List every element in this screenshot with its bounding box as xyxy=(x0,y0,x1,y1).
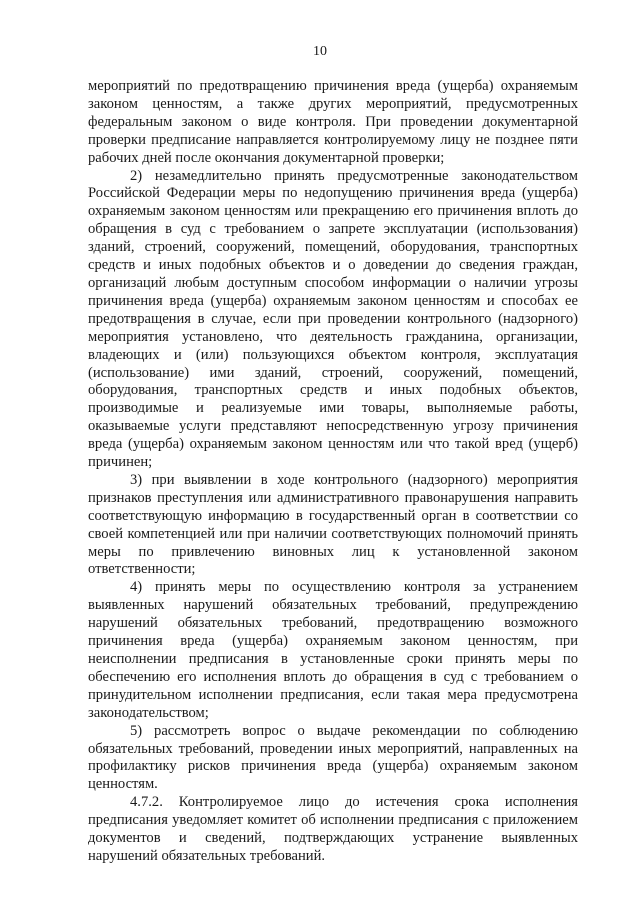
paragraph-item-3: 3) при выявлении в ходе контрольного (надзорного) мероприятия признаков преступления или административного правонарушения направить соответствующую информацию в государственный орган в соответствии со своей компетенцией или при наличии соответствующих полномочий принять меры по привлечению виновных лиц к установленной законом ответственности; xyxy=(88,471,578,578)
page-number: 10 xyxy=(313,44,327,59)
paragraph-item-5: 5) рассмотреть вопрос о выдаче рекомендации по соблюдению обязательных требований, проведении иных мероприятий, направленных на профилактику рисков причинения вреда (ущерба) охраняемым законом ценностям. xyxy=(88,722,578,793)
document-body xyxy=(88,78,578,866)
paragraph-item-4: 4) принять меры по осуществлению контроля за устранением выявленных нарушений обязательных требований, предупреждению нарушений обязательных требований, предотвращению возможного причинения вреда (ущерба) охраняемым законом ценностям, при неисполнении предписания в установленные сроки принять меры по обеспечению его исполнения вплоть до обращения в суд с требованием о принудительном исполнении предписания, если такая мера предусмотрена законодательством; xyxy=(88,579,578,721)
paragraph-4-7-2: 4.7.2. Контролируемое лицо до истечения срока исполнения предписания уведомляет комитет об исполнении предписания с приложением документов и сведений, подтверждающих устранение выявленных нарушений обязательных требований. xyxy=(88,794,578,864)
paragraph-continuation: мероприятий по предотвращению причинения вреда (ущерба) охраняемым законом ценностям, а также других мероприятий, предусмотренных федеральным законом о виде контроля. При проведении документарной проверки предписание направляется контролируемому лицу не позднее пяти рабочих дней после окончания документарной проверки; xyxy=(88,78,578,166)
paragraph-item-2: 2) незамедлительно принять предусмотренные законодательством Российской Федерации меры по недопущению причинения вреда (ущерба) охраняемым законом ценностям или прекращению его причинения вплоть до обращения в суд с требованием о запрете эксплуатации (использования) зданий, строений, сооружений, помещений, оборудования, транспортных средств и иных подобных объектов и о доведении до сведения граждан, организаций любым доступным способом информации о наличии угрозы причинения вреда (ущерба) охраняемым законом ценностям и способах ее предотвращения в случае, если при проведении контрольного (надзорного) мероприятия установлено, что деятельность гражданина, организации, владеющих и (или) пользующихся объектом контроля, эксплуатация (использование) ими зданий, строений, сооружений, помещений, оборудования, транспортных средств и иных подобных объектов, производимые и реализуемые ими товары, выполняемые работы, оказываемые услуги представляют непосредственную угрозу причинения вреда (ущерба) охраняемым законом ценностям или что такой вред (ущерб) причинен; xyxy=(88,167,578,471)
